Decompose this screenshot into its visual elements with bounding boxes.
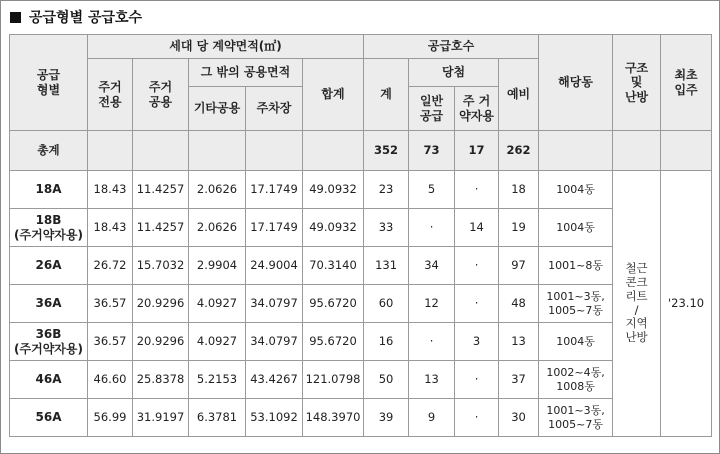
header-residential-common: 주거 공용 [133, 59, 189, 131]
buildings: 1001~3동, 1005~7동 [539, 285, 613, 323]
total-general: 73 [409, 131, 455, 171]
other-common: 2.0626 [189, 209, 246, 247]
supply-type: 18A [10, 171, 88, 209]
table-row [10, 247, 712, 285]
units-sum: 131 [364, 247, 409, 285]
header-structure-heating: 구조 및 난방 [613, 35, 661, 131]
buildings: 1002~4동, 1008동 [539, 361, 613, 399]
vulnerable-supply: · [455, 171, 499, 209]
residential-common: 11.4257 [133, 171, 189, 209]
area-total: 49.0932 [303, 209, 364, 247]
units-sum: 23 [364, 171, 409, 209]
area-total: 121.0798 [303, 361, 364, 399]
parking: 17.1749 [246, 209, 303, 247]
area-total: 95.6720 [303, 323, 364, 361]
reserve: 37 [499, 361, 539, 399]
units-sum: 60 [364, 285, 409, 323]
parking: 53.1092 [246, 399, 303, 437]
table-row [10, 323, 712, 361]
other-common: 2.0626 [189, 171, 246, 209]
vulnerable-supply: · [455, 399, 499, 437]
parking: 43.4267 [246, 361, 303, 399]
residential-common: 31.9197 [133, 399, 189, 437]
reserve: 30 [499, 399, 539, 437]
general-supply: · [409, 209, 455, 247]
buildings: 1004동 [539, 209, 613, 247]
residential-common: 20.9296 [133, 285, 189, 323]
general-supply: 12 [409, 285, 455, 323]
area-total: 49.0932 [303, 171, 364, 209]
parking: 17.1749 [246, 171, 303, 209]
supply-type: 18B (주거약자용) [10, 209, 88, 247]
units-sum: 33 [364, 209, 409, 247]
header-other-common-area: 그 밖의 공용면적 [189, 59, 303, 87]
table-row [10, 209, 712, 247]
structure-heating: 철근 콘크 리트 / 지역 난방 [613, 171, 661, 437]
square-bullet-icon [10, 12, 21, 23]
reserve: 19 [499, 209, 539, 247]
reserve: 48 [499, 285, 539, 323]
units-sum: 50 [364, 361, 409, 399]
table-row [10, 399, 712, 437]
header-winners: 당첨 [409, 59, 499, 87]
buildings: 1001~8동 [539, 247, 613, 285]
header-supply-type: 공급 형별 [10, 35, 88, 131]
header-vulnerable-supply: 주 거 약자용 [455, 87, 499, 131]
total-row [10, 131, 712, 171]
header-first-move-in: 최초 입주 [661, 35, 712, 131]
supply-table [9, 34, 712, 437]
residential-common: 20.9296 [133, 323, 189, 361]
vulnerable-supply: · [455, 361, 499, 399]
other-common: 2.9904 [189, 247, 246, 285]
vulnerable-supply: 3 [455, 323, 499, 361]
residential-exclusive: 26.72 [88, 247, 133, 285]
buildings: 1001~3동, 1005~7동 [539, 399, 613, 437]
header-reserve: 예비 [499, 59, 539, 131]
supply-type: 36A [10, 285, 88, 323]
first-move-in: '23.10 [661, 171, 712, 437]
total-label: 총계 [10, 131, 88, 171]
residential-exclusive: 36.57 [88, 285, 133, 323]
header-buildings: 해당동 [539, 35, 613, 131]
total-vulnerable: 17 [455, 131, 499, 171]
reserve: 97 [499, 247, 539, 285]
header-units-sum: 계 [364, 59, 409, 131]
supply-type: 46A [10, 361, 88, 399]
supply-type: 26A [10, 247, 88, 285]
general-supply: 13 [409, 361, 455, 399]
total-sum: 352 [364, 131, 409, 171]
residential-exclusive: 18.43 [88, 171, 133, 209]
table-row [10, 171, 712, 209]
header-supply-units: 공급호수 [364, 35, 539, 59]
reserve: 18 [499, 171, 539, 209]
header-residential-exclusive: 주거 전용 [88, 59, 133, 131]
section-heading [10, 7, 142, 27]
buildings: 1004동 [539, 323, 613, 361]
other-common: 5.2153 [189, 361, 246, 399]
residential-common: 11.4257 [133, 209, 189, 247]
area-total: 70.3140 [303, 247, 364, 285]
other-common: 4.0927 [189, 323, 246, 361]
reserve: 13 [499, 323, 539, 361]
header-parking: 주차장 [246, 87, 303, 131]
units-sum: 39 [364, 399, 409, 437]
residential-common: 15.7032 [133, 247, 189, 285]
area-total: 148.3970 [303, 399, 364, 437]
vulnerable-supply: · [455, 247, 499, 285]
table-row [10, 285, 712, 323]
general-supply: 9 [409, 399, 455, 437]
other-common: 6.3781 [189, 399, 246, 437]
header-contract-area: 세대 당 계약면적(㎡) [88, 35, 364, 59]
general-supply: · [409, 323, 455, 361]
vulnerable-supply: · [455, 285, 499, 323]
table-row [10, 361, 712, 399]
general-supply: 34 [409, 247, 455, 285]
total-reserve: 262 [499, 131, 539, 171]
residential-exclusive: 46.60 [88, 361, 133, 399]
parking: 34.0797 [246, 323, 303, 361]
residential-common: 25.8378 [133, 361, 189, 399]
residential-exclusive: 18.43 [88, 209, 133, 247]
header-other-common: 기타공용 [189, 87, 246, 131]
parking: 24.9004 [246, 247, 303, 285]
residential-exclusive: 56.99 [88, 399, 133, 437]
header-general-supply: 일반 공급 [409, 87, 455, 131]
supply-type: 36B (주거약자용) [10, 323, 88, 361]
other-common: 4.0927 [189, 285, 246, 323]
supply-type: 56A [10, 399, 88, 437]
general-supply: 5 [409, 171, 455, 209]
section-title: 공급형별 공급호수 [29, 10, 143, 26]
parking: 34.0797 [246, 285, 303, 323]
buildings: 1004동 [539, 171, 613, 209]
residential-exclusive: 36.57 [88, 323, 133, 361]
area-total: 95.6720 [303, 285, 364, 323]
units-sum: 16 [364, 323, 409, 361]
vulnerable-supply: 14 [455, 209, 499, 247]
header-area-total: 합계 [303, 59, 364, 131]
